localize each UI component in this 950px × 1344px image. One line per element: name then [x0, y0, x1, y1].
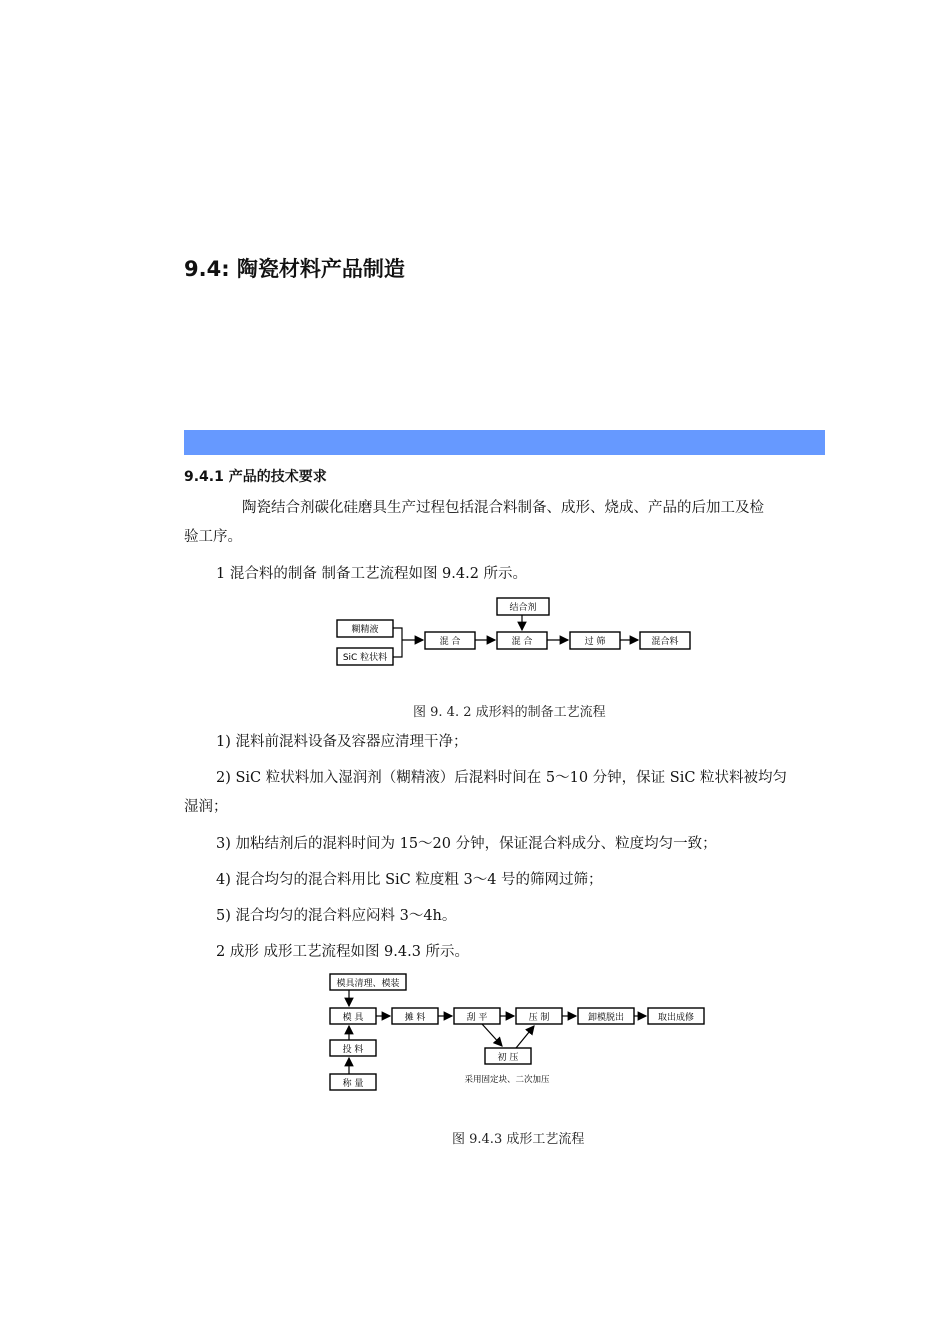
- label-mix1: 混 合: [439, 637, 461, 647]
- label-demold: 卸模脱出: [587, 1013, 625, 1023]
- label-feed: 投 料: [342, 1045, 364, 1055]
- label-binder: 结合剂: [509, 603, 537, 613]
- label-flatten: 刮 平: [466, 1013, 488, 1023]
- label-press: 压 制: [528, 1013, 550, 1023]
- mix-intro: 1 混合料的制备 制备工艺流程如图 9.4.2 所示。: [216, 566, 528, 582]
- page-title: 9.4: 陶瓷材料产品制造: [184, 257, 405, 281]
- forming-flow-diagram: [322, 970, 712, 1094]
- label-weigh: 称 量: [342, 1079, 364, 1089]
- figure1-caption: 图 9. 4. 2 成形料的制备工艺流程: [413, 705, 606, 720]
- label-sic: SiC 粒状料: [342, 653, 388, 663]
- label-wet: 糊精液: [351, 625, 379, 635]
- label-prepress: 初 压: [497, 1053, 519, 1063]
- label-mold: 模 具: [342, 1013, 364, 1023]
- section-banner: [184, 430, 825, 455]
- label-sieve: 过 筛: [584, 637, 606, 647]
- step-4: 4) 混合均匀的混合料用比 SiC 粒度粗 3～4 号的筛网过筛；: [216, 872, 603, 888]
- mix-flow-diagram: [330, 592, 700, 672]
- figure2-caption: 图 9.4.3 成形工艺流程: [452, 1132, 585, 1147]
- label-mold-clean: 模具清理、模装: [336, 979, 400, 989]
- label-mix2: 混 合: [511, 637, 533, 647]
- intro-line-1: 陶瓷结合剂碳化硅磨具生产过程包括混合料制备、成形、烧成、产品的后加工及检: [242, 500, 764, 516]
- step-5: 5) 混合均匀的混合料应闷料 3～4h。: [216, 908, 457, 924]
- label-fill: 摊 料: [404, 1013, 426, 1023]
- label-finish: 取出成修: [657, 1013, 695, 1023]
- label-note: 采用固定块、二次加压: [464, 1075, 550, 1085]
- step-1: 1) 混料前混料设备及容器应清理干净；: [216, 734, 468, 750]
- label-output: 混合料: [651, 637, 679, 647]
- step-3: 3) 加粘结剂后的混料时间为 15～20 分钟，保证混合料成分、粒度均匀一致；: [216, 836, 717, 852]
- intro-line-2: 验工序。: [184, 529, 242, 545]
- section-heading: 9.4.1 产品的技术要求: [184, 469, 327, 485]
- form-intro: 2 成形 成形工艺流程如图 9.4.3 所示。: [216, 944, 470, 960]
- step-2: 2) SiC 粒状料加入湿润剂（糊精液）后混料时间在 5～10 分钟，保证 SiC 粒状料被均匀: [216, 770, 788, 786]
- step-2-cont: 湿润；: [184, 799, 228, 815]
